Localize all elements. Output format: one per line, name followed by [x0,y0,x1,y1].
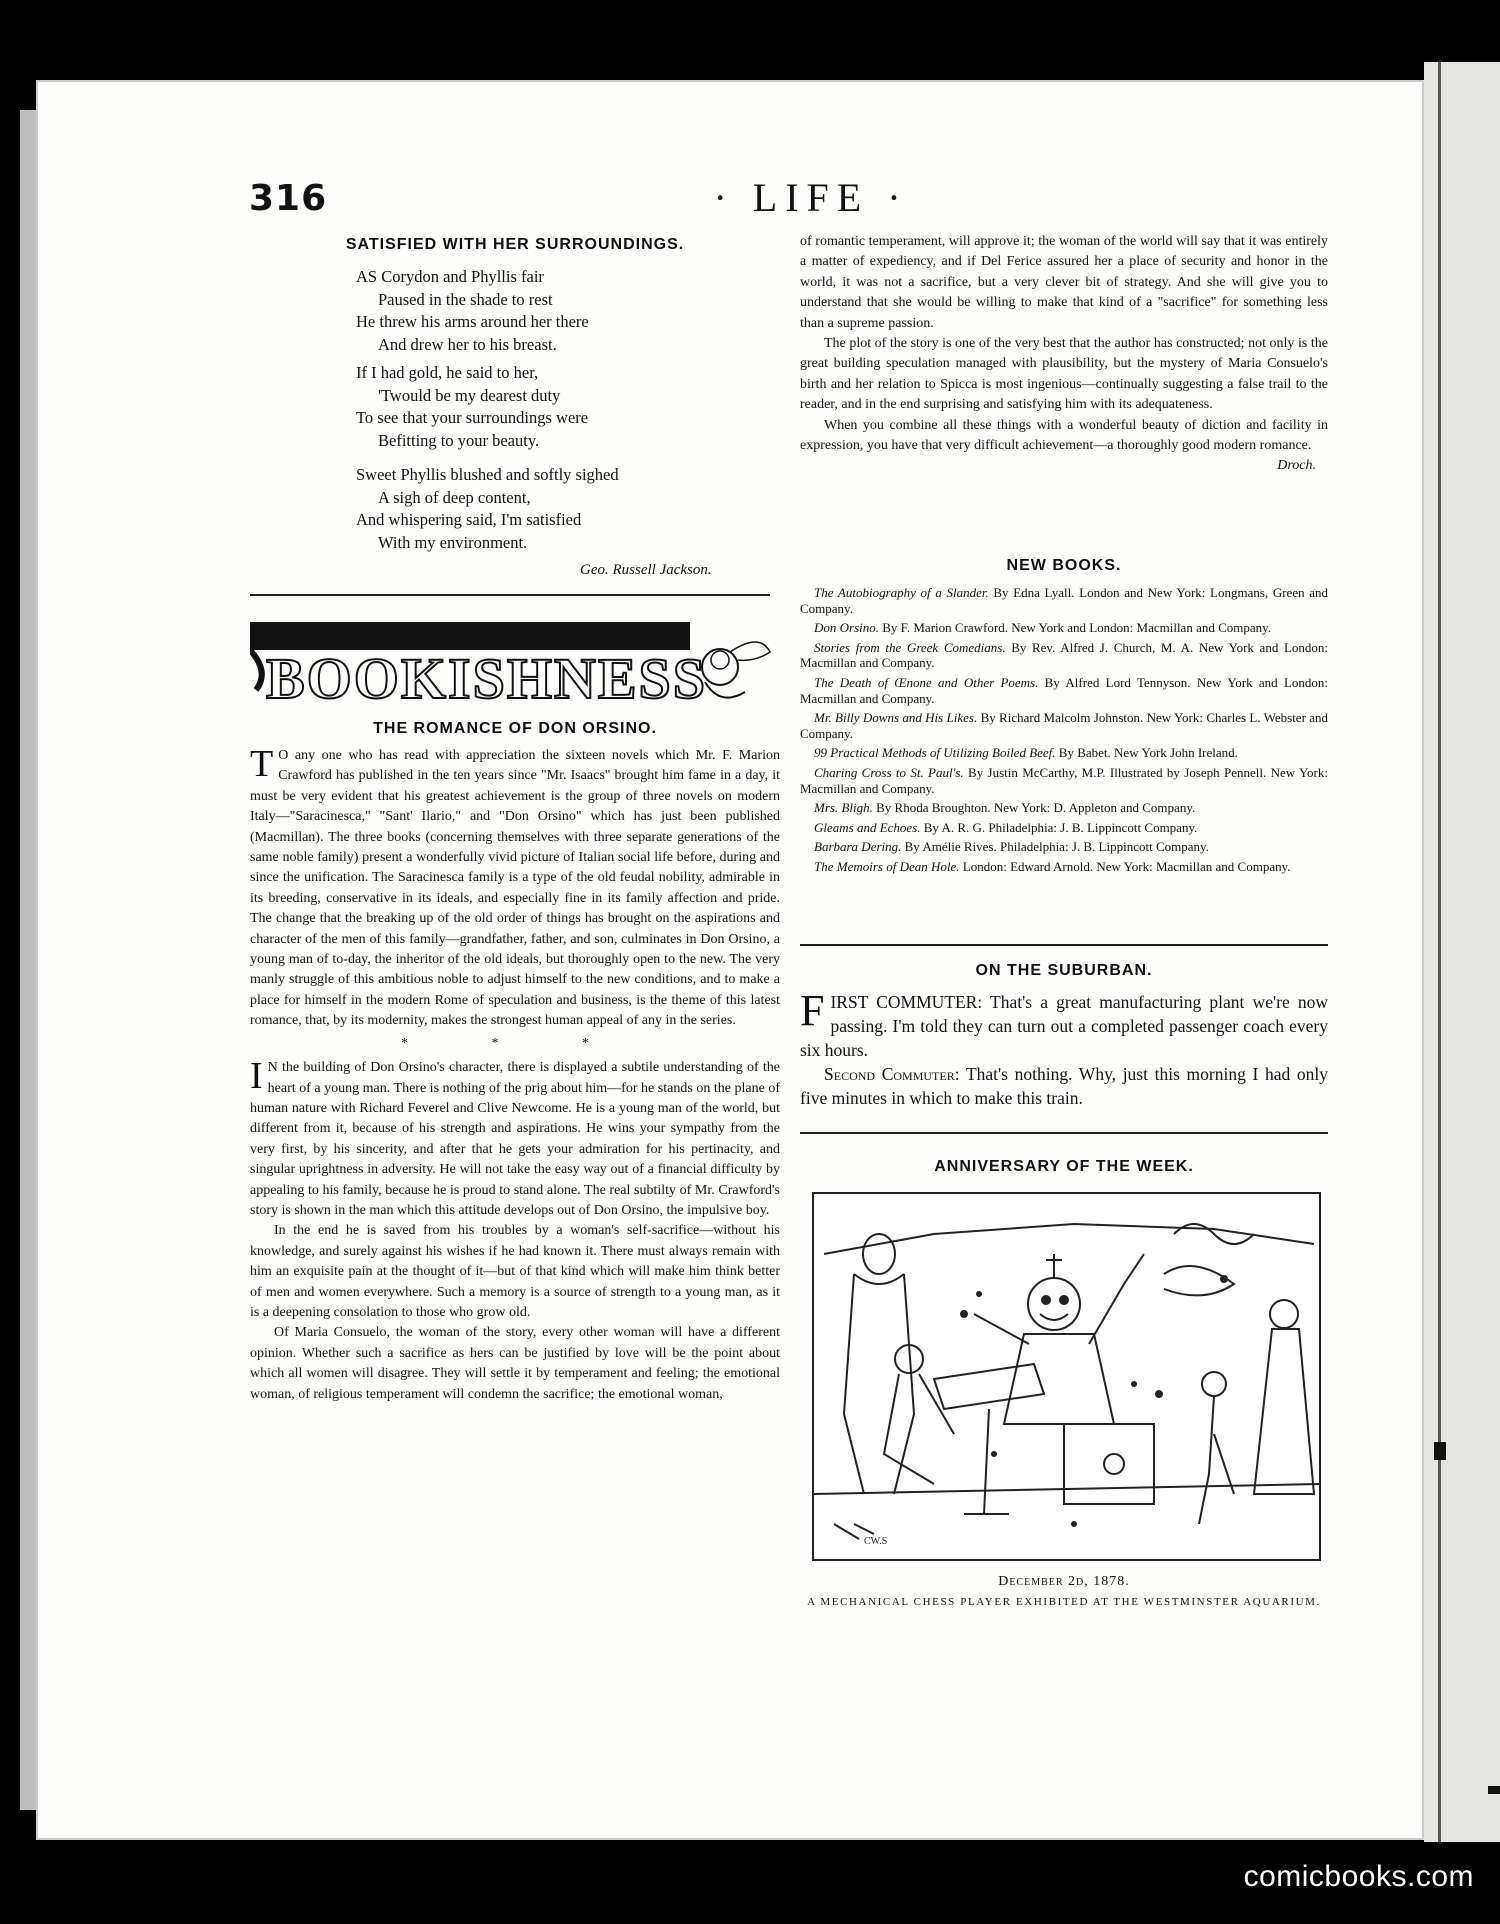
page-header [211,98,1331,218]
suburban-dialogue [800,986,1329,1110]
book-details: By Richard Malcolm Johnston. New York: Charles L. Webster and Company. [800,710,1328,741]
drop-cap: I [250,1055,263,1098]
book-title: 99 Practical Methods of Utilizing Boiled Beef. [814,745,1056,761]
dialogue-line-1 [800,986,1328,1062]
engraving [814,1194,1319,1559]
poem-title: SATISFIED WITH HER SURROUNDINGS. [345,236,685,253]
dialogue-text: That's a great manufacturing plant we're now passing. I'm told they can turn out a completed passenger coach every six hours. [800,992,1328,1060]
book-details: By Babet. New York John Ireland. [1058,745,1238,761]
suburban-title: ON THE SUBURBAN. [975,962,1153,979]
review-body-left [250,743,780,1405]
paragraph-text: When you combine all these things with a wonderful beauty of diction and facility in expression, you have that very difficult achievement—a thoroughly good modern romance. [800,417,1328,454]
book-title: Barbara Dering. [814,839,902,855]
poem-line: 'Twould be my dearest duty [378,385,561,405]
book-title: Gleams and Echoes. [814,819,921,835]
dialogue-line-2 [800,1062,1328,1110]
artist-mark: CW.S [864,1536,888,1547]
adjacent-page-strip [1424,62,1500,1842]
poem-stanza-1 [356,266,589,356]
poem-line: Paused in the shade to rest [378,289,553,309]
suburban-piece [800,962,1328,1110]
drop-cap: T [250,743,274,785]
new-books-title: NEW BOOKS. [1006,557,1122,574]
review-signature: Droch. [1277,458,1316,474]
dialogue-text: That's nothing. Why, just this morning I had only five minutes in which to make this train. [800,1064,1329,1108]
book-details: By Edna Lyall. London and New York: Longmans, Green and Company. [800,585,1329,616]
book-entry [800,710,1328,741]
book-entry [800,675,1328,706]
caption-date: December 2d, 1878. [998,1574,1130,1589]
review-paragraph [800,416,1328,474]
bookishness-banner [250,612,780,712]
book-details: By F. Marion Crawford. New York and London: Macmillan and Company. [882,620,1272,636]
masthead: · LIFE · [713,175,909,220]
review-title: THE ROMANCE OF DON ORSINO. [373,720,657,737]
review-paragraph: Of Maria Consuelo, the woman of the story, every other woman will have a different opinion. Whether such a sacrifice as hers can be justified by love will be the point about which all women will disagree. They will settle it by temperament and feeling; the emotional woman, of religious temperament will condemn the sacrifice; the emotional woman, [250,1325,780,1402]
book-entry [800,745,1328,761]
poem-line: And drew her to his breast. [378,334,557,354]
poem-line: To see that your surroundings were [356,408,589,427]
book-title: Stories from the Greek Comedians. [814,639,1006,655]
book-details: By Rhoda Broughton. New York: D. Appleton and Company. [876,800,1196,816]
poem-line: AS Corydon and Phyllis fair [356,267,544,286]
book-title: Don Orsino. [814,620,880,636]
book-entry [800,859,1328,875]
book-entry [800,820,1328,836]
review-paragraph: In the end he is saved from his troubles by a woman's self-sacrifice—without his knowledge, and surely against his wishes if he had known it. There must always remain with him an exquisite pain at the thought of it—but of that kind which will make him think better of men and women everywhere. Such a memory is a source of strength to a young man, as it is a deepening consolation to those who grow old. [250,1223,780,1320]
review-paragraph [250,1055,780,1221]
poem-line: Sweet Phyllis blushed and softly sighed [356,465,619,484]
book-title: Charing Cross to St. Paul's. [814,764,964,780]
book-title: Mrs. Bligh. [814,800,873,816]
poem-line: A sigh of deep content, [378,487,531,507]
book-details: London: Edward Arnold. New York: Macmillan and Company. [962,858,1291,874]
poem-line: Befitting to your beauty. [378,430,540,450]
poem-stanza-2 [356,362,588,452]
watermark: comicbooks.com [1243,1860,1474,1893]
divider [250,594,770,596]
drop-cap: F [800,986,825,1035]
book-list [800,585,1328,875]
banner-title: BOOKISHNESS [266,646,708,711]
book-title: Mr. Billy Downs and His Likes. [814,710,978,726]
book-entry [800,620,1328,636]
book-details: By A. R. G. Philadelphia: J. B. Lippincott Company. [923,819,1198,835]
anniversary-section [800,1152,1328,1608]
speaker-label: IRST COMMUTER: [830,992,983,1012]
book-title: The Autobiography of a Slander. [814,585,989,600]
divider [800,1132,1328,1134]
book-entry [800,800,1328,816]
divider [800,944,1328,946]
caption-description: A MECHANICAL CHESS PLAYER EXHIBITED AT THE WESTMINSTER AQUARIUM. [807,1596,1321,1608]
paragraph-text: N the building of Don Orsino's character, there is displayed a subtile understanding of the heart of a young man. There is nothing of the prig about him—for he stands on the plane of human nature with Richard Feverel and Clive Newcome. He is a young man of the world, but different from it, because of his strength and aspirations. He wins your sympathy from the very first, by his sincerity, and after that he gets your admiration for his pertinacity, and singular uprightness in adversity. He will not take the easy way out of a financial difficulty by appealing to his family, because he is proud to stand alone. The real subtilty of Mr. Crawford's story is shown in the man which this attitude develops out of Don Orsino, the impulsive boy. [250,1060,780,1218]
speaker-label: Second Commuter: [824,1064,960,1084]
poem-line: With my environment. [378,532,528,552]
section-break: * * * [401,1035,629,1051]
poem-line: He threw his arms around her there [356,312,589,331]
poem-signature: Geo. Russell Jackson. [580,562,712,578]
book-details: By Amélie Rives. Philadelphia: J. B. Lippincott Company. [904,839,1209,855]
review-body-right [800,232,1328,477]
chess-player-illustration [812,1192,1321,1561]
poem-line: If I had gold, he said to her, [356,363,539,382]
review-paragraph: of romantic temperament, will approve it; the woman of the world will say that it was entirely a matter of expediency, and if Del Ferice assured her a place of security and honor in the world, it was not a sacrifice, but a very clever bit of strategy. And she will give you to understand that she would be willing to make that kind of a "sacrifice" for something less than a supreme passion. [800,234,1328,331]
poem-line: And whispering said, I'm satisfied [356,510,582,529]
book-title: The Death of Œnone and Other Poems. [814,674,1039,690]
banner-illustration [250,612,780,712]
book-details: By Alfred Lord Tennyson. New York and London: Macmillan and Company. [800,674,1328,706]
book-entry [800,765,1328,796]
anniversary-title: ANNIVERSARY OF THE WEEK. [934,1158,1194,1175]
review-paragraph [250,743,780,1032]
book-entry [800,585,1328,616]
review-paragraph: The plot of the story is one of the very best that the author has constructed; not only is the great building speculation managed with plausibility, but the mystery of Maria Consuelo's birth and her relation to Spicca is most ingenious—continually suggesting a false trail to the reader, and in the end surprising and satisfying him with its adequateness. [800,336,1328,413]
paragraph-text: O any one who has read with appreciation the sixteen novels which Mr. F. Marion Crawford has published in the ten years since "Mr. Isaacs" brought him fame in a day, it must be very evident that his greatest achievement is the group of three novels on modern Italy—"Saracinesca," "Sant' Ilario," and "Don Orsino" which has just been published (Macmillan). The three books (concerning themselves with three separate generations of the same noble family) present a wonderfully vivid picture of Italian social life before, during and since the unification. The Saracinesca family is a type of the old feudal nobility, admirable in its breeding, conservative in its ideals, and especially fine in its family affection and pride. The change that the breaking up of the old order of things has brought on the aspirations and character of the men of this family—grandfather, father, and son, culminates in Don Orsino, a young man of to-day, the inheritor of the old ideals, but thoroughly open to the new. The very manly struggle of this ambitious noble to adjust himself to the new conditions, and to make a place for himself in the modern Rome of speculation and business, is the theme of this latest romance, that, by its modernity, makes the strongest human appeal of any in the series. [250,748,780,1029]
poem-stanza-3 [356,464,619,554]
book-title: The Memoirs of Dean Hole. [814,858,960,874]
page-number: 316 [249,178,328,219]
book-details: By Justin McCarthy, M.P. Illustrated by Joseph Pennell. New York: Macmillan and Company. [800,764,1329,796]
book-entry [800,839,1328,855]
book-details: By Rev. Alfred J. Church, M. A. New York and London: Macmillan and Company. [800,639,1328,671]
new-books [800,557,1328,879]
book-entry [800,640,1328,671]
